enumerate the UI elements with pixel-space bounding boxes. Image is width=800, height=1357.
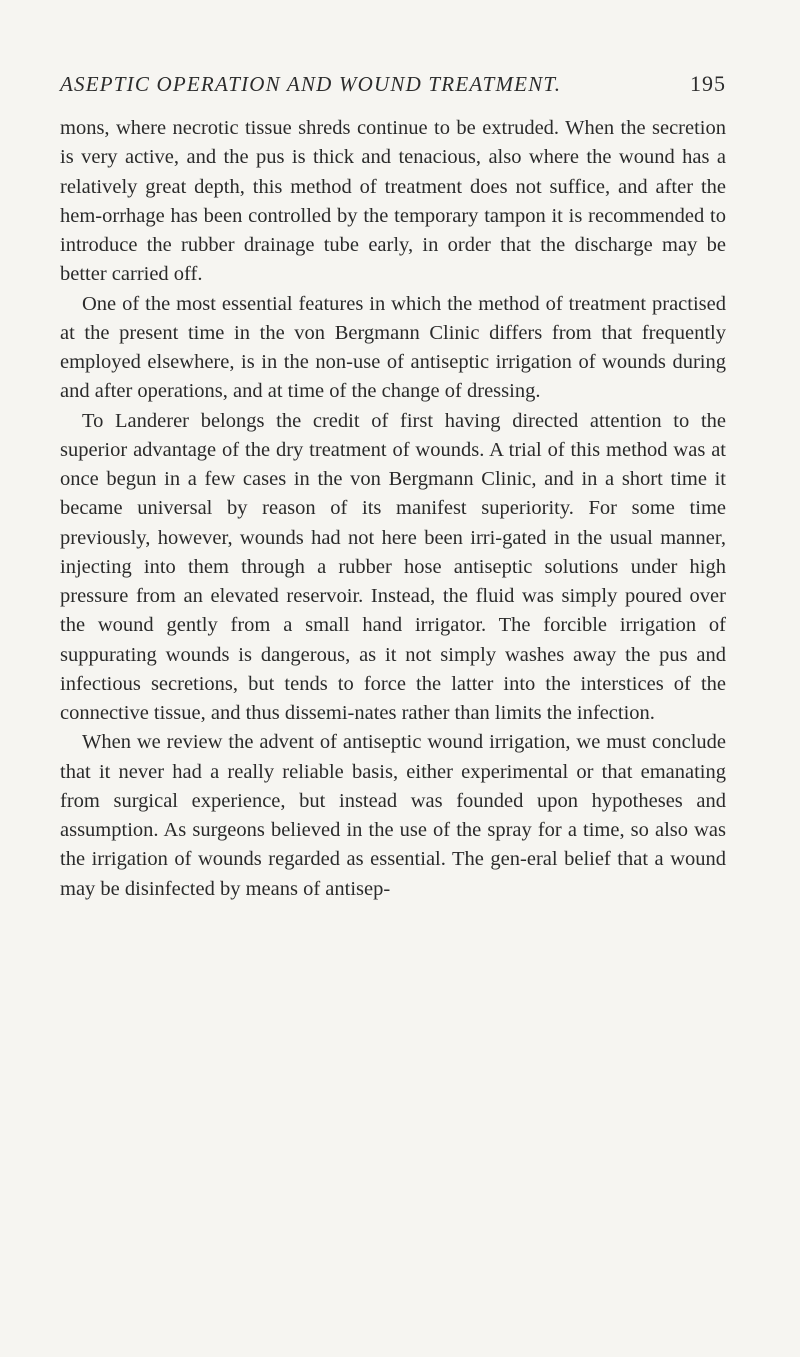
paragraph: One of the most essential features in which the method of treatment practised at the present time in the von Bergmann Clinic differs from that frequently employed elsewhere, is in the non-use of antiseptic irrigation of wounds during and after operations, and at time of the change of dressing.: [60, 292, 726, 403]
paragraph: When we review the advent of antiseptic wound irrigation, we must conclude that it never had a really reliable basis, either experimental or that emanating from surgical experience, but instead was founded upon hypotheses and assumption. As surgeons believed in the use of the spray for a time, so also was the irrigation of wounds regarded as essential. The gen-eral belief that a wound may be disinfected by means of antisep-: [60, 731, 726, 900]
page-header: [60, 72, 726, 112]
paragraph-continuation: mons, where necrotic tissue shreds continue to be extruded. When the secretion is very active, and the pus is thick and tenacious, also where the wound has a relatively great depth, this method of treatment does not suffice, and after the hem-orrhage has been controlled by the temporary tampon it is recommended to introduce the rubber drainage tube early, in order that the discharge may be better carried off.: [60, 117, 726, 286]
page-number: 195: [690, 71, 726, 96]
body-text: [60, 114, 726, 904]
paragraph: To Landerer belongs the credit of first having directed attention to the superior advantage of the dry treatment of wounds. A trial of this method was at once begun in a few cases in the von Bergmann Clinic, and in a short time it became universal by reason of its manifest superiority. For some time previously, however, wounds had not here been irri-gated in the usual manner, injecting into them through a rubber hose antiseptic solutions under high pressure from an elevated reservoir. Instead, the fluid was simply poured over the wound gently from a small hand irrigator. The forcible irrigation of suppurating wounds is dangerous, as it not simply washes away the pus and infectious secretions, but tends to force the latter into the interstices of the connective tissue, and thus dissemi-nates rather than limits the infection.: [60, 409, 726, 724]
running-head: ASEPTIC OPERATION AND WOUND TREATMENT.: [60, 72, 562, 96]
